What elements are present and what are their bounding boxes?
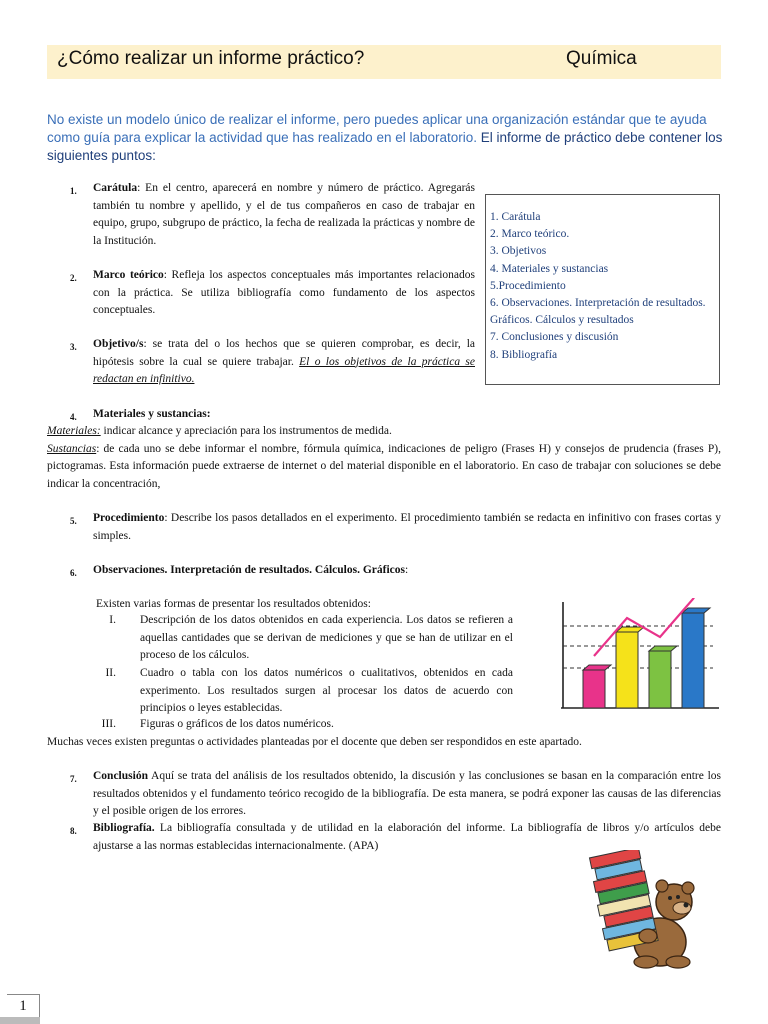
summary-item: 4. Materiales y sustancias <box>490 262 609 275</box>
summary-item: 3. Objetivos <box>490 245 547 258</box>
summary-item: 5.Procedimiento <box>490 279 566 292</box>
item-number: 3. <box>70 342 77 352</box>
item-title: Observaciones. Interpretación de resultados. Cálculos. Gráficos <box>93 564 405 576</box>
results-option: Cuadro o tabla con los datos numéricos o cualitativos, obtenidos en cada experimento. Los resultados surgen al procesar los datos de acuerdo con principios o leyes establecidas. <box>140 667 513 714</box>
item-number: 2. <box>70 273 77 283</box>
summary-item: 2. Marco teórico. <box>490 228 570 241</box>
item-title: Conclusión <box>93 770 148 782</box>
roman-numeral: I. <box>109 614 116 626</box>
summary-item: 1. Carátula <box>490 211 541 223</box>
roman-numeral: III. <box>101 718 116 730</box>
item-text: : se trata del o los hechos que se quieren comprobar, es decir, la hipótesis sobre la cual se quiere trabajar. <box>93 338 475 368</box>
item-marco-teorico <box>93 267 475 320</box>
chart-bar-top <box>616 627 644 632</box>
item-emphasis: El o los objetivos de la práctica se redactan en infinitivo. <box>93 355 475 385</box>
subject-label: Química <box>566 48 637 69</box>
item-text: La bibliografía consultada y de utilidad en la elaboración del informe. La bibliografía de libros y/o artículos debe ajustarse a las normas establecidas internacionalmente. (APA) <box>93 822 721 852</box>
chart-bar-top <box>682 608 710 613</box>
item-observaciones <box>93 562 721 580</box>
item-title: Materiales y sustancias: <box>93 408 211 420</box>
bear-with-books-illustration <box>578 850 718 970</box>
chart-bar-top <box>583 665 611 670</box>
item-text: Aquí se trata del análisis de los resultados obtenido, la discusión y las conclusiones se basan en la comparación entre los resultados obtenidos y el fundamento teórico recogido de la bibliografía. De esta manera, se podrá exponer las causas de las diferencias y el posible origen de los errores. <box>93 770 721 817</box>
sustancias-label: Sustancias <box>47 442 97 455</box>
item-text: : En el centro, aparecerá en nombre y número de práctico. Agregarás también tu nombre y apellido, y el de tus compañeros en caso de trabajar en equipo, grupo, subgrupo de práctico, la fecha de realizada la prácticas y nombre de la Institución. <box>93 182 475 247</box>
results-option: Descripción de los datos obtenidos en cada experiencia. Los datos se refieren a aquellas cantidades que se derivan de mediciones y que se han de utilizar en el proceso de los cálculos. <box>140 614 513 661</box>
intro-text: No existe un modelo único de realizar el informe, pero puedes aplicar una organización estándar que te ayuda como guía para explicar la actividad que has realizado en el laboratorio. <box>47 112 707 145</box>
item-text: : Refleja los aspectos conceptuales más importantes relacionados con la práctica. Se utiliza bibliografía como fundamento de los aspectos conceptuales. <box>93 269 475 316</box>
item-title: Bibliografía. <box>93 822 155 834</box>
item-title: Objetivo/s <box>93 338 144 350</box>
title-banner <box>47 45 721 79</box>
item-conclusion <box>93 768 721 821</box>
item-caratula <box>93 180 475 250</box>
intro-paragraph <box>47 111 727 165</box>
item-number: 1. <box>70 186 77 196</box>
summary-item: 8. Bibliografía <box>490 348 558 361</box>
item-number: 7. <box>70 774 77 784</box>
page-footer-bar <box>0 1017 40 1024</box>
chart-bar-top <box>649 646 677 651</box>
item-materiales <box>47 423 721 493</box>
item-text: : <box>404 564 409 576</box>
item-procedimiento <box>93 510 721 545</box>
sustancias-text: : de cada uno se debe informar el nombre, fórmula química, indicaciones de peligro (Frases H) y consejos de prudencia (frases P), pictogramas. Esta información puede extraerse de internet o del material disponible en el laboratorio. En caso de trabajar con soluciones se debe indicar la concentración, <box>47 442 721 490</box>
summary-item: 6. Observaciones. Interpretación de resultados. Gráficos. Cálculos y resultados <box>490 297 706 327</box>
item-number: 4. <box>70 412 77 422</box>
page-title: ¿Cómo realizar un informe práctico? <box>57 48 365 69</box>
item-number: 5. <box>70 516 77 526</box>
chart-bar <box>649 651 671 708</box>
item-text: : Describe los pasos detallados en el experimento. El procedimiento también se redacta en infinitivo con frases cortas y simples. <box>93 512 721 542</box>
chart-bar <box>682 613 704 708</box>
item-number: 6. <box>70 568 77 578</box>
item-title: Marco teórico <box>93 269 164 281</box>
results-lead: Existen varias formas de presentar los resultados obtenidos: <box>96 598 371 610</box>
results-option: Figuras o gráficos de los datos numéricos. <box>140 718 334 730</box>
item-title: Carátula <box>93 182 138 194</box>
item-objetivos <box>93 336 475 389</box>
summary-item: 7. Conclusiones y discusión <box>490 331 619 344</box>
materiales-text: indicar alcance y apreciación para los instrumentos de medida. <box>100 425 392 437</box>
chart-bar <box>583 670 605 708</box>
page-number: 1 <box>7 994 40 1017</box>
chart-bar <box>616 632 638 708</box>
results-tail: Muchas veces existen preguntas o actividades planteadas por el docente que deben ser respondidos en este apartado. <box>47 736 582 748</box>
bar-chart-illustration <box>553 598 721 714</box>
item-number: 8. <box>70 826 77 836</box>
summary-box <box>485 194 720 385</box>
materiales-label: Materiales: <box>47 425 101 437</box>
item-title: Procedimiento <box>93 512 165 524</box>
intro-strong-text: El informe de práctico debe contener los siguientes puntos: <box>47 130 723 163</box>
roman-numeral: II. <box>105 667 116 679</box>
